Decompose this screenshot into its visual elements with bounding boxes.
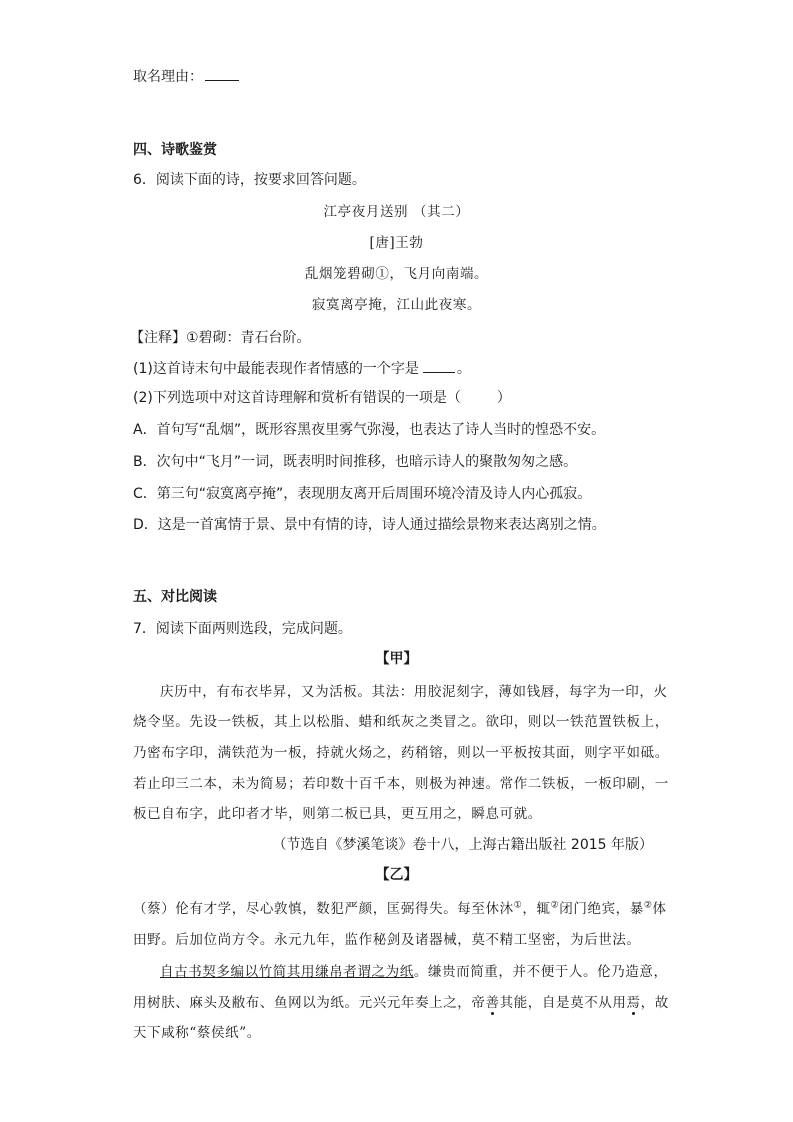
passage-yi-text: 。缣贵而简重，并不便于人。伦乃造意，: [413, 964, 668, 980]
sub-question-1-end: 。: [456, 361, 471, 377]
sub-question-2: [133, 388, 511, 408]
passage-jia-source: （节选自《梦溪笔谈》卷十八，上海古籍出版社 2015 年版）: [272, 837, 653, 853]
poem-author: [唐]王勃: [369, 235, 424, 251]
poem-line-2: 寂寞离亭掩，江山此夜寒。: [311, 297, 482, 313]
passage-yi-text: （蔡）伦有才学，尽心敦慎，数犯严颜，匡弼得失。每至休沐: [133, 901, 514, 917]
passage-jia-line-4: 若止印三二本，未为简易；若印数十百千本，则极为神速。常作二铁板，一板印刷，一: [133, 776, 669, 792]
question-text: 阅读下面的诗，按要求回答问题。: [155, 172, 366, 188]
passage-yi-text: 其能，自是莫不从用: [499, 995, 627, 1011]
passage-jia-line-5: 板已自布字，此印者才毕，则第二板已具，更互用之，瞬息可就。: [133, 806, 542, 822]
section-heading-poetry: 四、诗歌鉴赏: [133, 142, 217, 158]
answer-blank[interactable]: [205, 66, 239, 81]
footnote-marker: ①: [513, 900, 523, 911]
passage-jia-line-2: 烧令坚。先设一铁板，其上以松脂、蜡和纸灰之类冒之。欲印，则以一铁范置铁板上，: [133, 714, 669, 730]
sub-question-1-text: (1)这首诗末句中最能表现作者情感的一个字是: [133, 361, 419, 377]
passage-yi-text: 用树肤、麻头及敝布、鱼网以为纸。元兴元年奏上之，帝: [133, 995, 486, 1011]
emphasis-dot-char: 善: [485, 995, 500, 1011]
sub-question-2-text: (2)下列选项中对这首诗理解和赏析有错误的一项是（: [133, 390, 461, 406]
sub-question-1: [133, 358, 471, 379]
question-6: [133, 170, 366, 190]
passage-yi-text: 闭门绝宾，暴: [559, 901, 644, 917]
naming-reason-label: 取名理由：: [133, 69, 203, 85]
answer-blank[interactable]: [423, 358, 455, 373]
footnote-marker: ②: [550, 900, 560, 911]
passage-yi-text: 体: [652, 901, 667, 917]
section-heading-comparative: 五、对比阅读: [133, 589, 217, 605]
poem-note: 【注释】①碧砌：青石台阶。: [130, 330, 311, 346]
option-c: C．第三句“寂寞离亭掩”，表现朋友离开后周围环境冷清及诗人内心孤寂。: [133, 486, 592, 502]
poem-title: 江亭夜月送别 （其二）: [323, 204, 470, 220]
question-7: [133, 619, 352, 639]
question-text: 阅读下面两则选段，完成问题。: [155, 621, 352, 637]
passage-yi-line-1: [133, 899, 667, 919]
underlined-sentence: 自古书契多编以竹简其用缣帛者谓之为纸: [160, 964, 414, 980]
option-d: D．这是一首寓情于景、景中有情的诗，诗人通过描绘景物来表达离别之情。: [133, 517, 606, 533]
passage-yi-line-3: [160, 962, 668, 982]
passage-yi-text: ，故: [640, 995, 669, 1011]
poem-line-1: 乱烟笼碧砌①，飞月向南端。: [304, 266, 489, 282]
passage-jia-title: 【甲】: [375, 651, 418, 667]
option-b: B．次句中“飞月”一词，既表明时间推移，也暗示诗人的聚散匆匆之感。: [133, 454, 578, 470]
option-a: A．首句写“乱烟”，既形容黑夜里雾气弥漫，也表达了诗人当时的惶恐不安。: [133, 422, 606, 438]
question-number: 7．: [133, 621, 156, 637]
footnote-marker: ②: [643, 900, 653, 911]
question-number: 6．: [133, 172, 156, 188]
passage-yi-line-5: 天下咸称“蔡侯纸”。: [133, 1025, 261, 1041]
passage-yi-line-2: 田野。后加位尚方令。永元九年，监作秘剑及诸器械，莫不精工坚密，为后世法。: [133, 932, 641, 948]
passage-yi-text: ，辄: [522, 901, 551, 917]
sub-question-2-end: ）: [496, 390, 511, 406]
passage-jia-line-3: 乃密布字印，满铁范为一板，持就火炀之，药稍镕，则以一平板按其面，则字平如砥。: [133, 745, 669, 761]
passage-yi-line-4: [133, 993, 669, 1013]
emphasis-dot-char: 焉: [626, 995, 641, 1011]
naming-reason-line: [133, 66, 239, 87]
passage-yi-title: 【乙】: [375, 867, 418, 883]
passage-jia-line-1: 庆历中，有布衣毕昇，又为活板。其法：用胶泥刻字，薄如钱唇，每字为一印，火: [160, 684, 668, 700]
